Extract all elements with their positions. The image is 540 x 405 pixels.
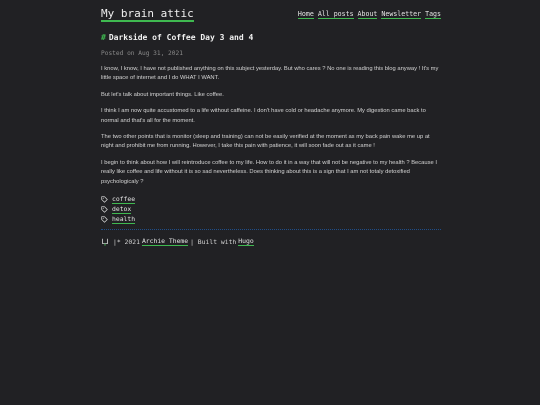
tag-icon <box>101 216 108 223</box>
paragraph: I begin to think about how I will reintroduce coffee to my life. How to do it in a way that will not be negative to my health ? Because I really like coffee and life without it is so sad nevertheless. Does thinking about this is a sign that I am not totaly detoxified psychologicaly ? <box>101 159 437 185</box>
main-nav <box>298 10 441 19</box>
footer-separator: | Built with <box>190 237 237 246</box>
nav-home[interactable]: Home <box>297 9 314 18</box>
tag-coffee-link[interactable]: coffee <box>112 194 136 203</box>
hugo-link[interactable]: Hugo <box>238 237 254 246</box>
site-footer <box>101 237 441 246</box>
footer-divider <box>101 229 441 230</box>
post-date: Posted on Aug 31, 2021 <box>101 50 183 57</box>
post <box>101 33 441 224</box>
post-title <box>101 33 441 42</box>
archie-theme-link[interactable]: Archie Theme <box>141 237 189 246</box>
tag-icon <box>101 206 108 213</box>
post-content <box>101 65 441 187</box>
footer-copyright: |* 2021 <box>113 237 140 246</box>
title-hash: # <box>101 33 106 42</box>
code-icon <box>101 238 109 246</box>
nav-newsletter[interactable]: Newsletter <box>381 9 422 18</box>
paragraph: I know, I know, I have not published anything on this subject yesterday. But who cares ? No one is reading this blog anyway ! It's my little space of internet and I do WHAT I WANT. <box>101 66 439 82</box>
post-title-text: Darkside of Coffee Day 3 and 4 <box>108 33 254 42</box>
nav-about[interactable]: About <box>357 9 378 18</box>
tag-health-link[interactable]: health <box>112 214 136 223</box>
page <box>101 0 441 246</box>
post-tags <box>101 194 441 224</box>
site-header <box>101 6 441 22</box>
site-title-link[interactable]: My brain attic <box>101 6 194 20</box>
paragraph: But let's talk about important things. Like coffee. <box>101 91 224 98</box>
paragraph: The two other points that is monitor (sleep and training) can not be easily verified at the moment as my back pain wake me up at night and prohibit me from running. However, I take this pain with patience, it will soon fade out as it came ! <box>101 134 430 150</box>
nav-tags[interactable]: Tags <box>425 9 441 18</box>
nav-all-posts[interactable]: All posts <box>317 9 354 18</box>
tag-item <box>101 214 441 224</box>
tag-icon <box>101 196 108 203</box>
tag-detox-link[interactable]: detox <box>112 204 132 213</box>
paragraph: I think I am now quite accustomed to a life without caffeine. I don't have cold or headache anymore. My digestion came back to normal and that's all for the moment. <box>101 108 426 124</box>
tag-item <box>101 204 441 214</box>
tag-item <box>101 194 441 204</box>
